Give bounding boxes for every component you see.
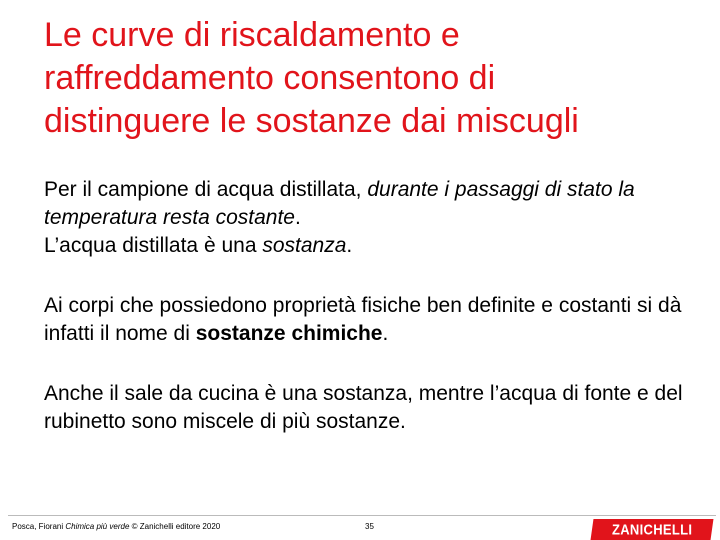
title-line-2: raffreddamento consentono di [44, 59, 496, 97]
credit-authors: Posca, Fiorani [12, 522, 66, 531]
paragraph-chemical-substances [44, 292, 704, 348]
slide-title [44, 14, 704, 143]
title-line-3: distinguere le sostanze dai miscugli [44, 102, 579, 140]
footer-divider [8, 515, 716, 516]
footer-credit [12, 522, 220, 531]
credit-book-title: Chimica più verde [65, 522, 130, 531]
p1-text-d: L’acqua distillata è una [44, 234, 263, 257]
p1-italic-phrase: durante i passaggi di stato la temperatura resta costante [44, 178, 635, 229]
title-line-1: Le curve di riscaldamento e [44, 16, 460, 54]
paragraph-salt-and-water: Anche il sale da cucina è una sostanza, mentre l’acqua di fonte e del rubinetto sono miscele di più sostanze. [44, 382, 683, 433]
page-number: 35 [365, 522, 374, 531]
credit-publisher: © Zanichelli editore 2020 [129, 522, 221, 531]
p1-text-f: . [346, 234, 353, 257]
logo-text: ZANICHELLI [611, 521, 693, 538]
p2-text-c: . [382, 322, 389, 345]
p1-text-a: Per il campione di acqua distillata, [44, 178, 368, 201]
p2-bold-term: sostanze chimiche [195, 322, 383, 345]
p1-text-c: . [294, 206, 301, 229]
zanichelli-logo [591, 519, 714, 540]
p1-italic-sostanza: sostanza [262, 234, 347, 257]
p2-text-a: Ai corpi che possiedono proprietà fisiche ben definite e costanti si dà infatti il nome di [44, 294, 682, 345]
paragraph-distilled-water [44, 176, 704, 260]
